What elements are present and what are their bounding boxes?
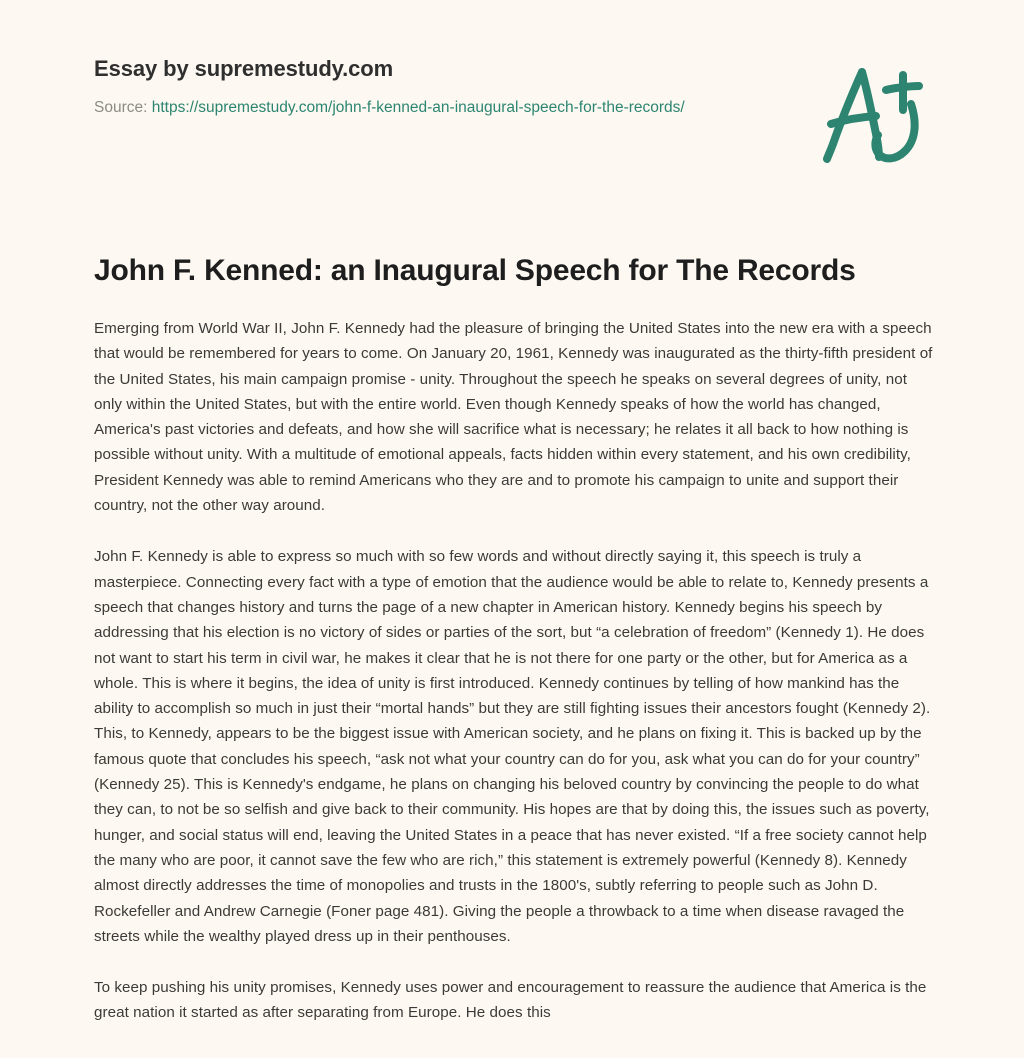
paragraph: John F. Kennedy is able to express so much with so few words and without directly saying it, this speech is truly a masterpiece. Connecting every fact with a type of emotion that the audience would be able to relate to, Kennedy presents a speech that changes history and turns the page of a new chapter in American history. Kennedy begins his speech by addressing that his election is no victory of sides or parties of the sort, but “a celebration of freedom” (Kennedy 1). He does not want to start his term in civil war, he makes it clear that he is not there for one party or the other, but for America as a whole. This is where it begins, the idea of unity is first introduced. Kennedy continues by telling of how mankind has the ability to accomplish so much in just their “mortal hands” but they are still fighting issues their ancestors fought (Kennedy 2). This, to Kennedy, appears to be the biggest issue with American society, and he plans on fixing it. This is backed up by the famous quote that concludes his speech, “ask not what your country can do for you, ask what you can do for your country” (Kennedy 25). This is Kennedy's endgame, he plans on changing his beloved country by convincing the people to do what they can, to not be so selfish and give back to their community. His hopes are that by doing this, the issues such as poverty, hunger, and social status will end, leaving the United States in a peace that has never existed. “If a free society cannot help the many who are poor, it cannot save the few who are rich,” this statement is extremely powerful (Kennedy 8). Kennedy almost directly addresses the time of monopolies and trusts in the 1800's, subtly referring to people such as John D. Rockefeller and Andrew Carnegie (Foner page 481). Giving the people a throwback to a time when disease ravaged the streets while the wealthy played dress up in their penthouses. [94,548,931,945]
source-url-link[interactable]: https://supremestudy.com/john-f-kenned-an-inaugural-speech-for-the-records/ [151,99,685,117]
paragraph: Emerging from World War II, John F. Kennedy had the pleasure of bringing the United States into the new era with a speech that would be remembered for years to come. On January 20, 1961, Kennedy was inaugurated as the thirty-fifth president of the United States, his main campaign promise - unity. Throughout the speech he speaks on several degrees of unity, not only within the United States, but with the entire world. Even though Kennedy speaks of how the world has changed, America's past victories and defeats, and how she will sacrifice what is necessary; he relates it all back to how nothing is possible without unity. With a multitude of emotional appeals, facts hidden within every statement, and his own credibility, President Kennedy was able to remind Americans who they are and to promote his campaign to unite and support their country, not the other way around. [94,320,933,515]
byline: Essay by supremestudy.com [94,56,394,81]
essay-body [94,316,934,1026]
source-label: Source: [94,99,148,117]
source-line [94,98,930,118]
a-plus-logo[interactable] [806,52,936,172]
page-header [94,56,930,119]
page-title: John F. Kenned: an Inaugural Speech for The Records [94,254,856,287]
paragraph: To keep pushing his unity promises, Kennedy uses power and encouragement to reassure the audience that America is the great nation it started as after separating from Europe. He does this [94,979,927,1022]
